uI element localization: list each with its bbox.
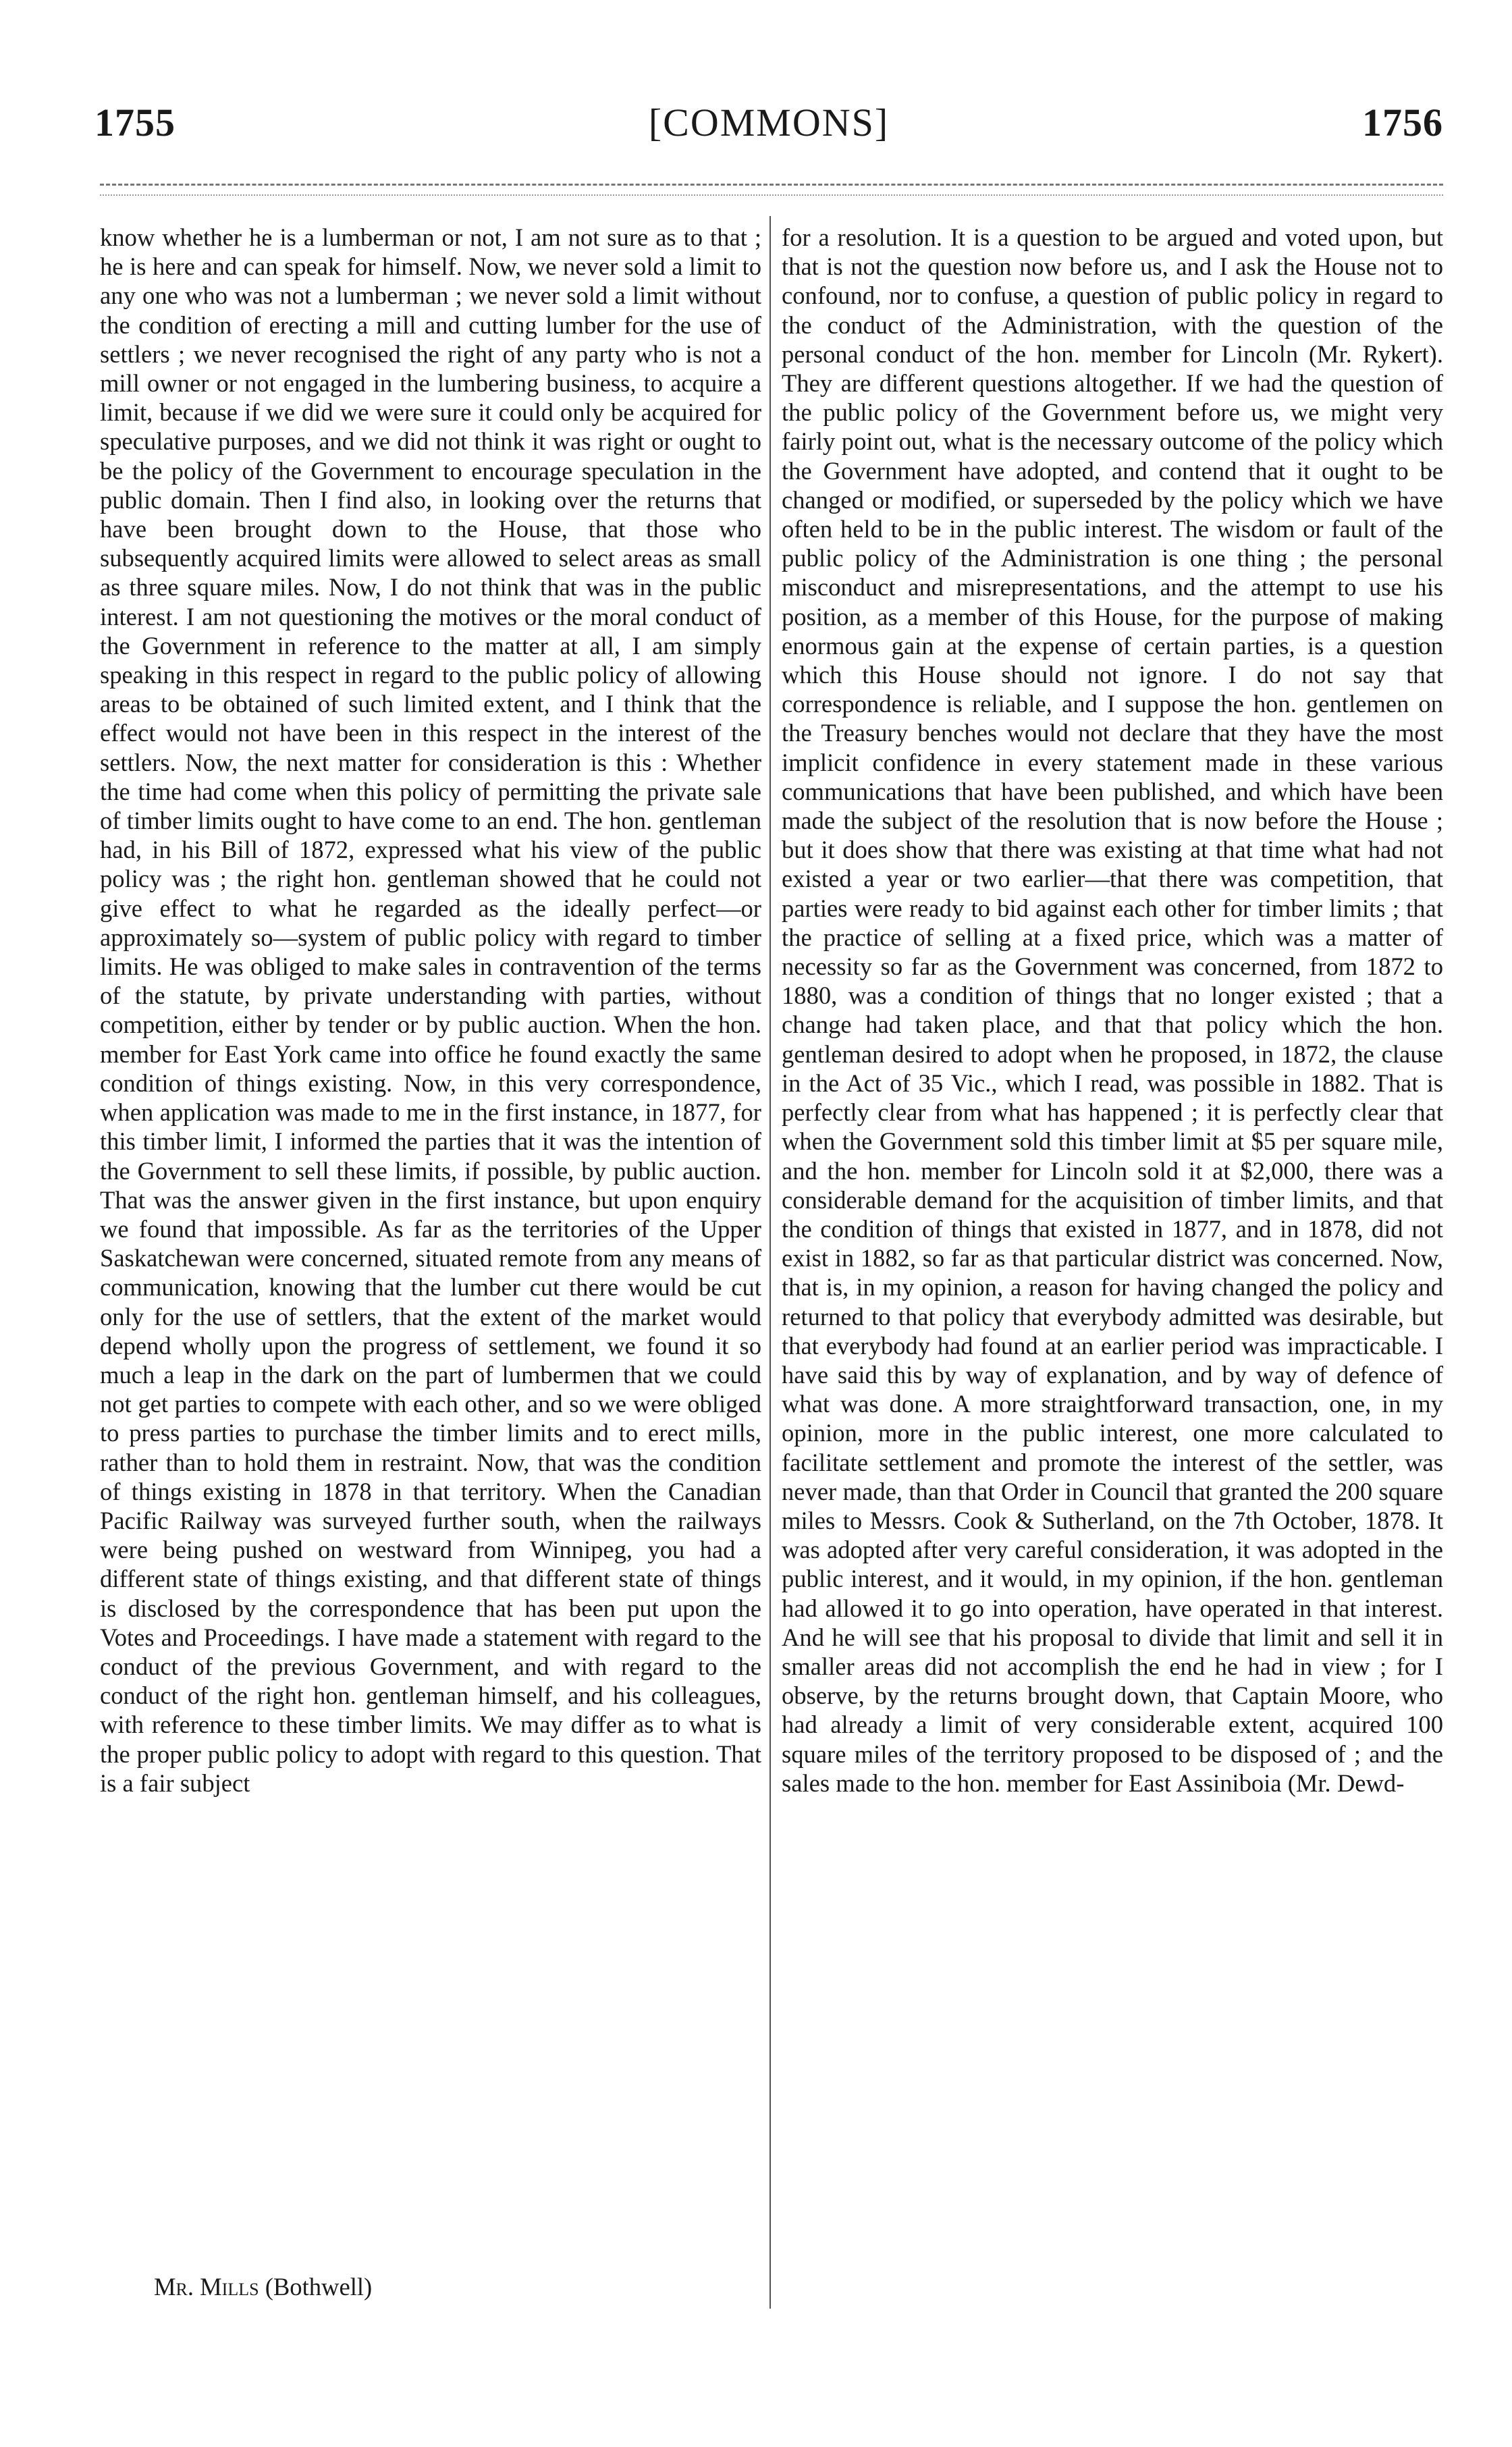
right-column-text: for a resolution. It is a question to be argued and voted upon, but that is not the question now before us, and I ask the House not to confound, nor to confuse, a question of public policy in regard to the conduct of the Administration, with the question of the personal conduct of the hon. member for Lincoln (Mr. Rykert). They are different questions altogether. If we had the question of the public policy of the Government before us, we might very fairly point out, what is the necessary outcome of the policy which the Government have adopted, and contend that it ought to be changed or modified, or superseded by the policy which we have often held to be in the public interest. The wisdom or fault of the public policy of the Administration is one thing ; the personal misconduct and misrepresentations, and the attempt to use his position, as a member of this House, for the purpose of making enormous gain at the expense of certain parties, is a question which this House should not ignore. I do not say that correspondence is reliable, and I suppose the hon. gentlemen on the Treasury benches would not declare that they have the most implicit confidence in every statement made in these various communications that have been published, and which have been made the subject of the resolution that is now before the House ; but it does show that there was existing at that time what had not existed a year or two earlier—that there was competition, that parties were ready to bid against each other for timber limits ; that the practice of selling at a fixed price, which was a matter of necessity so far as the Government was concerned, from 1872 to 1880, was a condition of things that no longer existed ; that a change had taken place, and that that policy which the hon. gentleman desired to adopt when he proposed, in 1872, the clause in the Act of 35 Vic., which I read, was possible in 1882. That is perfectly clear from what has happened ; it is perfectly clear that when the Government sold this timber limit at $5 per square mile, and the hon. member for Lincoln sold it at $2,000, there was a considerable demand for the acquisition of timber limits, and that the condition of things that existed in 1877, and in 1878, did not exist in 1882, so far as that particular district was concerned. Now, that is, in my opinion, a reason for having changed the policy and returned to that policy that everybody admitted was desirable, but that everybody had found at an earlier period was impracticable. I have said this by way of explanation, and by way of defence of what was done. A more straightforward transaction, one, in my opinion, more in the public interest, one more calculated to facilitate settlement and promote the interest of the settler, was never made, than that Order in Council that granted the 200 square miles to Messrs. Cook & Sutherland, on the 7th October, 1878. It was adopted after very careful consideration, it was adopted in the public interest, and it would, in my opinion, if the hon. gentleman had allowed it to go into operation, have operated in that interest. And he will see that his proposal to divide that limit and sell it in smaller areas did not accomplish the end he had in view ; for I observe, by the returns brought down, that Captain Moore, who had already a limit of very considerable extent, acquired 100 square miles of the territory proposed to be disposed of ; and the sales made to the hon. member for East Assiniboia (Mr. Dewd- (782, 223, 1443, 1797)
column-divider (770, 216, 771, 2309)
header-rule (100, 184, 1443, 186)
right-column (782, 223, 1443, 1798)
left-column (100, 223, 761, 1798)
chamber-title: [COMMONS] (648, 101, 890, 144)
speaker-name: Mr. Mills (154, 2273, 259, 2301)
left-page-number: 1755 (94, 101, 176, 144)
header-rule-secondary (100, 194, 1443, 196)
right-page-number: 1756 (1362, 101, 1443, 144)
left-column-text: know whether he is a lumberman or not, I am not sure as to that ; he is here and can speak for himself. Now, we never sold a limit to any one who was not a lumberman ; we never sold a limit without the condition of erecting a mill and cutting lumber for the use of settlers ; we never recognised the right of any party who is not a mill owner or not engaged in the lumbering business, to acquire a limit, because if we did we were sure it could only be acquired for speculative purposes, and we did not think it was right or ought to be the policy of the Government to encourage speculation in the public domain. Then I find also, in looking over the returns that have been brought down to the House, that those who subsequently acquired limits were allowed to select areas as small as three square miles. Now, I do not think that was in the public interest. I am not questioning the motives or the moral conduct of the Government in reference to the matter at all, I am simply speaking in this respect in regard to the public policy of allowing areas to be obtained of such limited extent, and I think that the effect would not have been in this respect in the interest of the settlers. Now, the next matter for consideration is this : Whether the time had come when this policy of permitting the private sale of timber limits ought to have come to an end. The hon. gentleman had, in his Bill of 1872, expressed what his view of the public policy was ; the right hon. gentleman showed that he could not give effect to what he regarded as the ideally perfect—or approximately so—system of public policy with regard to timber limits. He was obliged to make sales in contravention of the terms of the statute, by private understanding with parties, without competition, either by tender or by public auction. When the hon. member for East York came into office he found exactly the same condition of things existing. Now, in this very correspondence, when application was made to me in the first instance, in 1877, for this timber limit, I informed the parties that it was the intention of the Government to sell these limits, if possible, by public auction. That was the answer given in the first instance, but upon enquiry we found that impossible. As far as the territories of the Upper Saskatchewan were concerned, situated remote from any means of communication, knowing that the lumber cut there would be cut only for the use of settlers, that the extent of the market would depend wholly upon the progress of settlement, we found it so much a leap in the dark on the part of lumbermen that we could not get parties to compete with each other, and so we were obliged to press parties to purchase the timber limits and to erect mills, rather than to hold them in restraint. Now, that was the condition of things existing in 1878 in that territory. When the Canadian Pacific Railway was surveyed further south, when the railways were being pushed on westward from Winnipeg, you had a different state of things existing, and that different state of things is disclosed by the correspondence that has been put upon the Votes and Proceedings. I have made a statement with regard to the conduct of the previous Government, and with regard to the conduct of the right hon. gentleman himself, and his colleagues, with reference to these timber limits. We may differ as to what is the proper public policy to adopt with regard to this question. That is a fair subject (100, 223, 761, 1797)
speaker-constituency: (Bothwell) (265, 2273, 373, 2301)
speaker-tag (154, 2272, 372, 2301)
page-header (94, 100, 1443, 161)
